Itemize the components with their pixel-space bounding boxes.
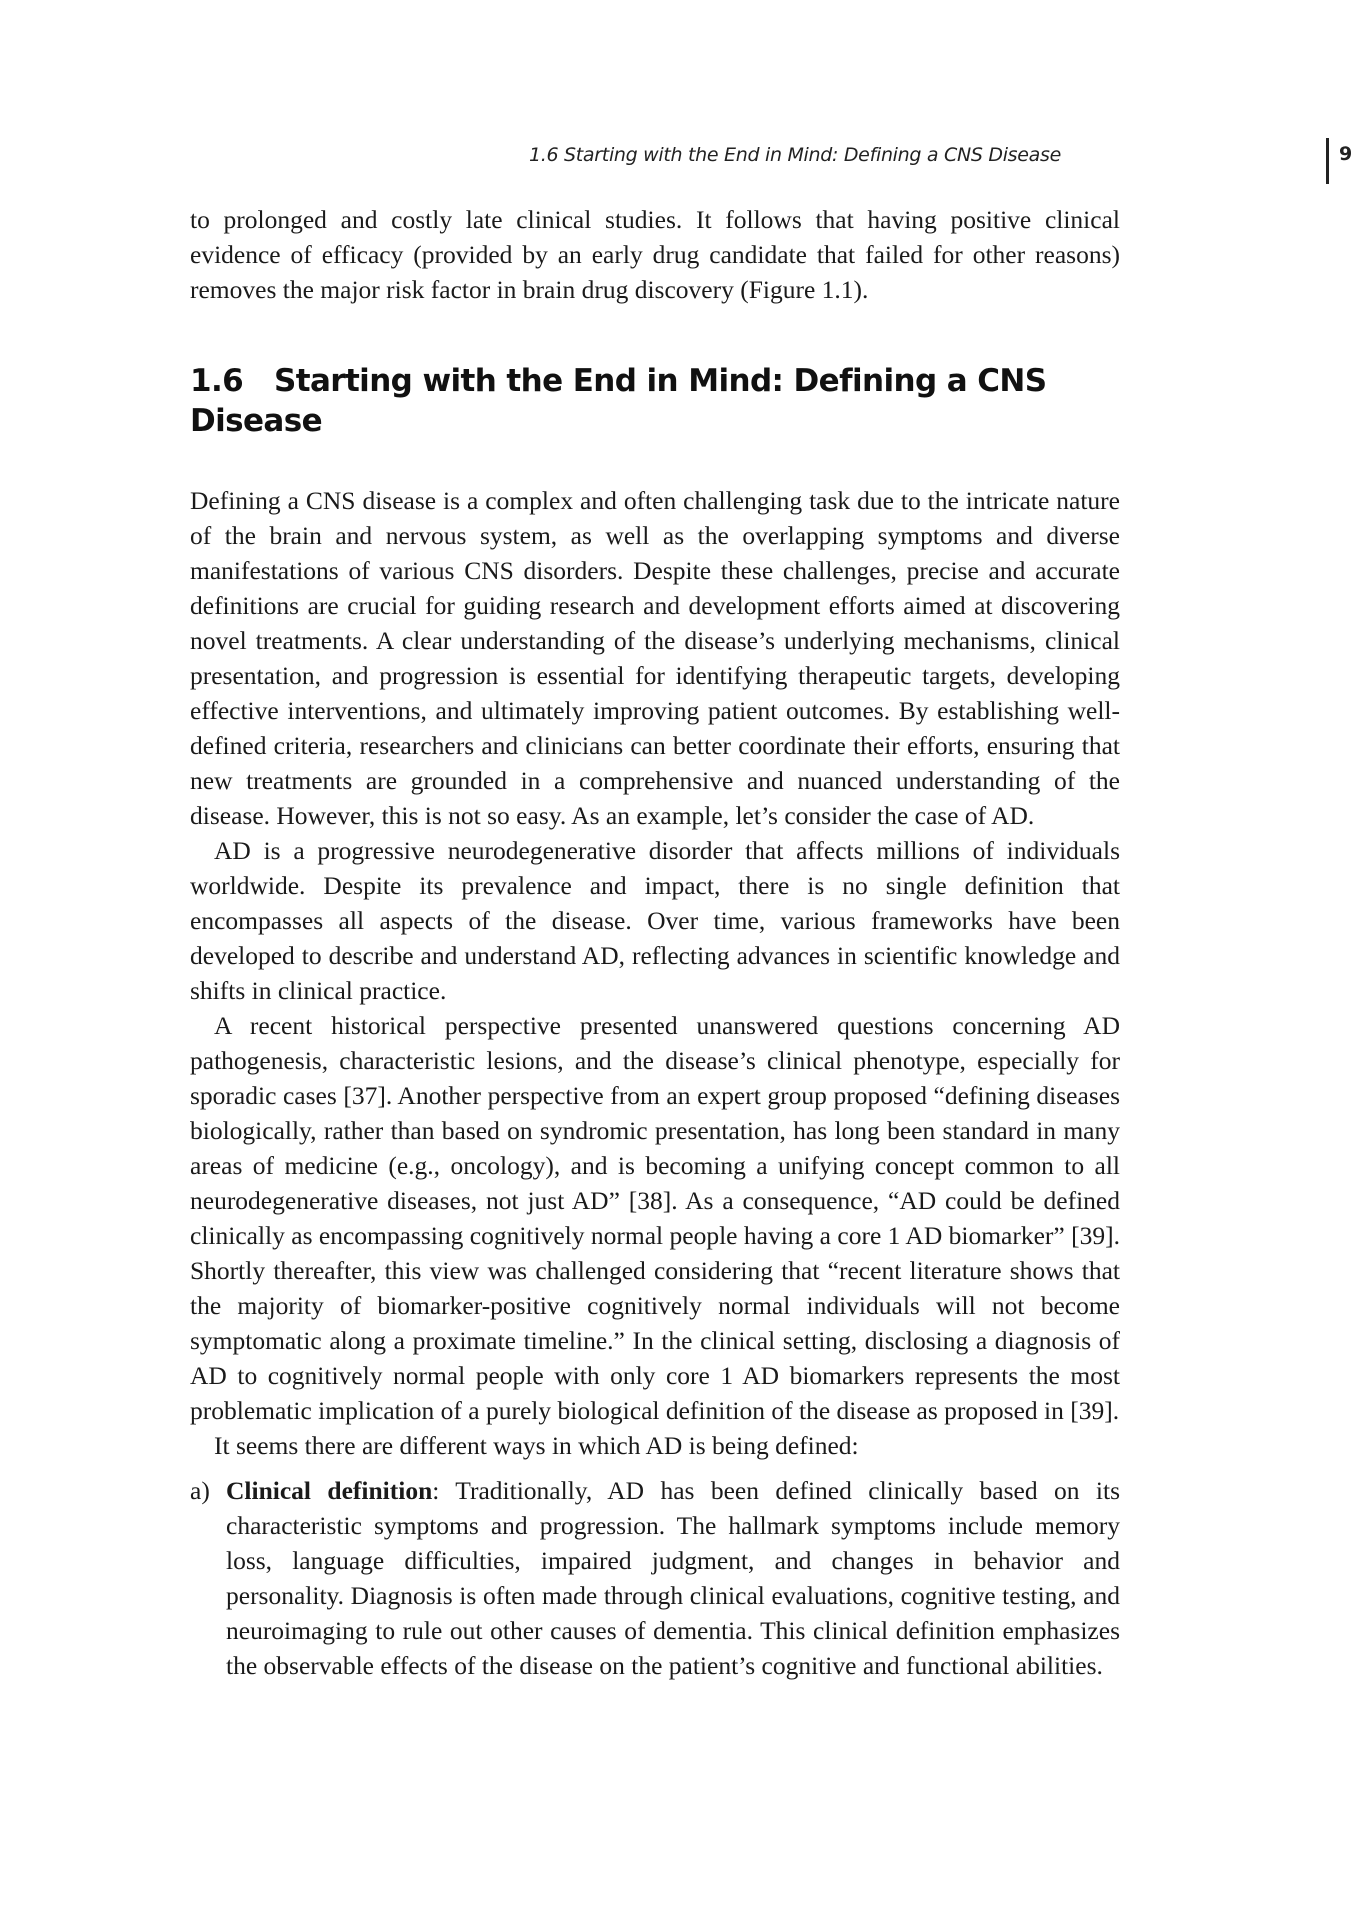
list-item <box>190 1473 1120 1683</box>
paragraph: It seems there are different ways in which AD is being defined: <box>214 1431 859 1460</box>
paragraph-continuation: to prolonged and costly late clinical studies. It follows that having positive clinical evidence of efficacy (provided by an early drug candidate that failed for other reasons) removes the major risk factor in brain drug discovery (Figure 1.1). <box>190 205 1120 304</box>
running-head <box>190 138 1352 182</box>
list-marker: a) <box>190 1476 210 1505</box>
paragraph: A recent historical perspective presented unanswered questions concerning AD pathogenesis, characteristic lesions, and the disease’s clinical phenotype, especially for sporadic cases [37]. Another perspective from an expert group proposed “defining diseases biologically, rather than based on syndromic presentation, has long been standard in many areas of medicine (e.g., oncology), and is becoming a unifying concept common to all neurodegenerative diseases, not just AD” [38]. As a consequence, “AD could be defined clinically as encompassing cognitively normal people having a core 1 AD biomarker” [39]. Shortly thereafter, this view was challenged considering that “recent literature shows that the majority of biomarker-positive cognitively normal individuals will not become symptomatic along a proximate timeline.” In the clinical setting, disclosing a diagnosis of AD to cognitively normal people with only core 1 AD biomarkers represents the most problematic implication of a purely biological definition of the disease as proposed in [39]. <box>190 1011 1120 1425</box>
paragraph: Defining a CNS disease is a complex and often challenging task due to the intricate nature of the brain and nervous system, as well as the overlapping symptoms and diverse manifestations of various CNS disorders. Despite these challenges, precise and accurate definitions are crucial for guiding research and development efforts aimed at discovering novel treatments. A clear understanding of the disease’s underlying mechanisms, clinical presentation, and progression is essential for identifying therapeutic targets, developing effective interventions, and ultimately improving patient outcomes. By establishing well-defined criteria, researchers and clinicians can better coordinate their efforts, ensuring that new treatments are grounded in a comprehensive and nuanced understanding of the disease. However, this is not so easy. As an example, let’s consider the case of AD. <box>190 486 1120 830</box>
running-head-title: 1.6 Starting with the End in Mind: Defining a CNS Disease <box>528 144 1061 166</box>
page-body <box>190 202 1120 1683</box>
definition-list <box>190 1473 1120 1683</box>
section-title: Starting with the End in Mind: Defining a CNS Disease <box>190 363 1047 439</box>
paragraph: AD is a progressive neurodegenerative disorder that affects millions of individuals worldwide. Despite its prevalence and impact, there is no single definition that encompasses all aspects of the disease. Over time, various frameworks have been developed to describe and understand AD, reflecting advances in scientific knowledge and shifts in clinical practice. <box>190 836 1120 1005</box>
section-number: 1.6 <box>190 363 244 399</box>
page-number: 9 <box>1339 143 1352 165</box>
list-text: : Traditionally, AD has been defined clinically based on its characteristic symptoms and progression. The hallmark symptoms include memory loss, language difficulties, impaired judgment, and changes in behavior and personality. Diagnosis is often made through clinical evaluations, cognitive testing, and neuroimaging to rule out other causes of dementia. This clinical definition emphasizes the observable effects of the disease on the patient’s cognitive and functional abilities. <box>226 1476 1120 1680</box>
section-heading <box>190 307 1120 483</box>
list-term: Clinical definition <box>226 1476 433 1505</box>
running-head-divider <box>1326 138 1329 184</box>
